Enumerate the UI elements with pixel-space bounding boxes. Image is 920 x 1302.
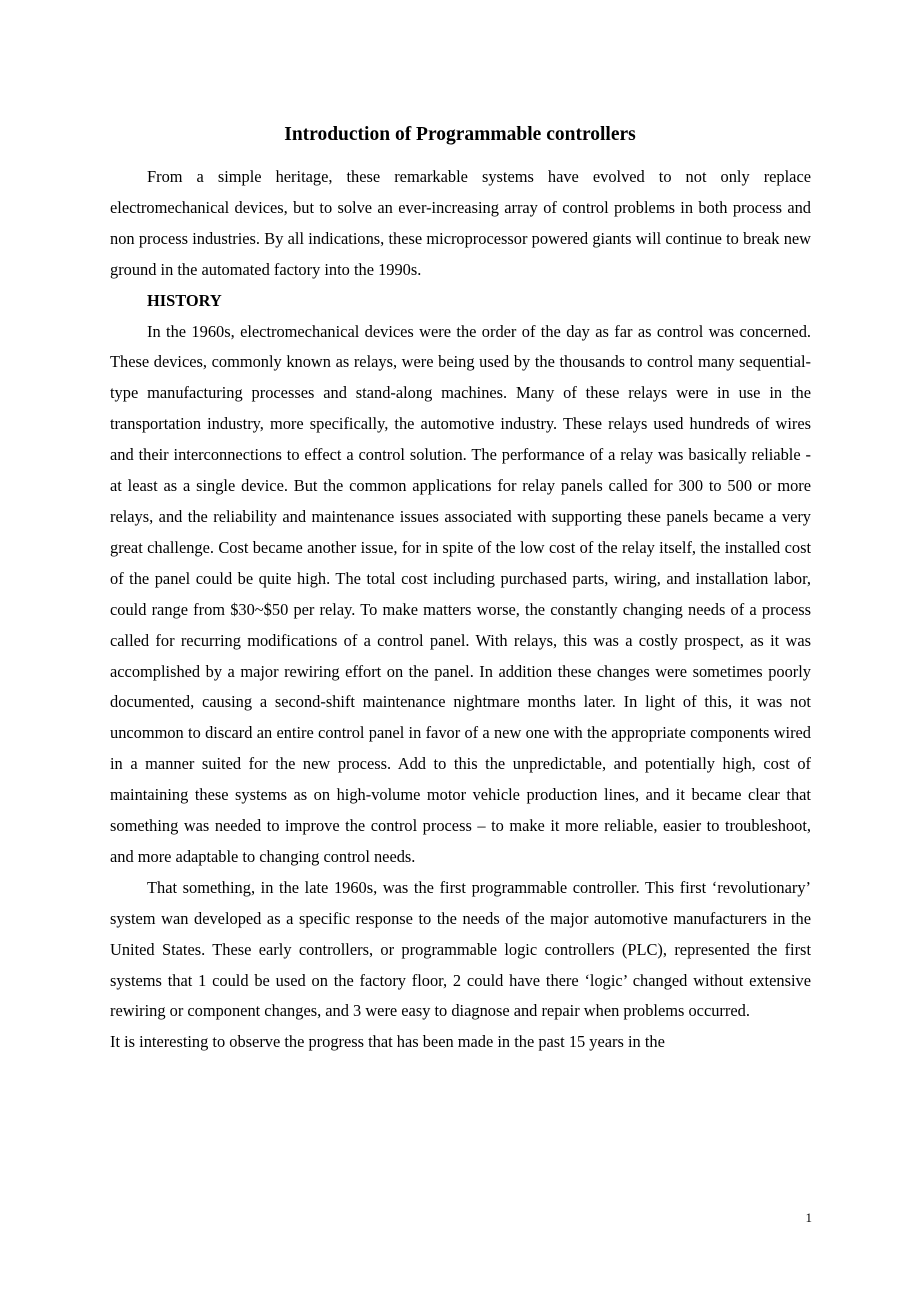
page-number: 1 <box>805 1210 812 1225</box>
section-heading-history: HISTORY <box>147 290 222 310</box>
plc-paragraph: That something, in the late 1960s, was the first programmable controller. This first ‘revolutionary’ system wan developed as a specific response to the needs of the major automotive manufacturers in the United States. These early controllers, or programmable logic controllers (PLC), represented the first systems that 1 could be used on the factory floor, 2 could have there ‘logic’ changed without extensive rewiring or component changes, and 3 were easy to diagnose and repair when problems occurred. <box>110 877 811 1021</box>
progress-paragraph: It is interesting to observe the progress that has been made in the past 15 years in the <box>110 1032 665 1052</box>
intro-paragraph: From a simple heritage, these remarkable systems have evolved to not only replace electromechanical devices, but to solve an ever-increasing array of control problems in both process and non process industries. By all indications, these microprocessor powered giants will continue to break new ground in the automated factory into the 1990s. <box>110 167 811 279</box>
document-body <box>110 162 811 1058</box>
history-paragraph: In the 1960s, electromechanical devices were the order of the day as far as control was concerned. These devices, commonly known as relays, were being used by the thousands to control many sequential-type manufacturing processes and stand-along machines. Many of these relays were in use in the transportation industry, more specifically, the automotive industry. These relays used hundreds of wires and their interconnections to effect a control solution. The performance of a relay was basically reliable - at least as a single device. But the common applications for relay panels called for 300 to 500 or more relays, and the reliability and maintenance issues associated with supporting these panels became a very great challenge. Cost became another issue, for in spite of the low cost of the relay itself, the installed cost of the panel could be quite high. The total cost including purchased parts, wiring, and installation labor, could range from $30~$50 per relay. To make matters worse, the constantly changing needs of a process called for recurring modifications of a control panel. With relays, this was a costly prospect, as it was accomplished by a major rewiring effort on the panel. In addition these changes were sometimes poorly documented, causing a second-shift maintenance nightmare months later. In light of this, it was not uncommon to discard an entire control panel in favor of a new one with the appropriate components wired in a manner suited for the new process. Add to this the unpredictable, and potentially high, cost of maintaining these systems as on high-volume motor vehicle production lines, and it became clear that something was needed to improve the control process – to make it more reliable, easier to troubleshoot, and more adaptable to changing control needs. <box>110 321 811 866</box>
page-title: Introduction of Programmable controllers <box>284 124 636 145</box>
